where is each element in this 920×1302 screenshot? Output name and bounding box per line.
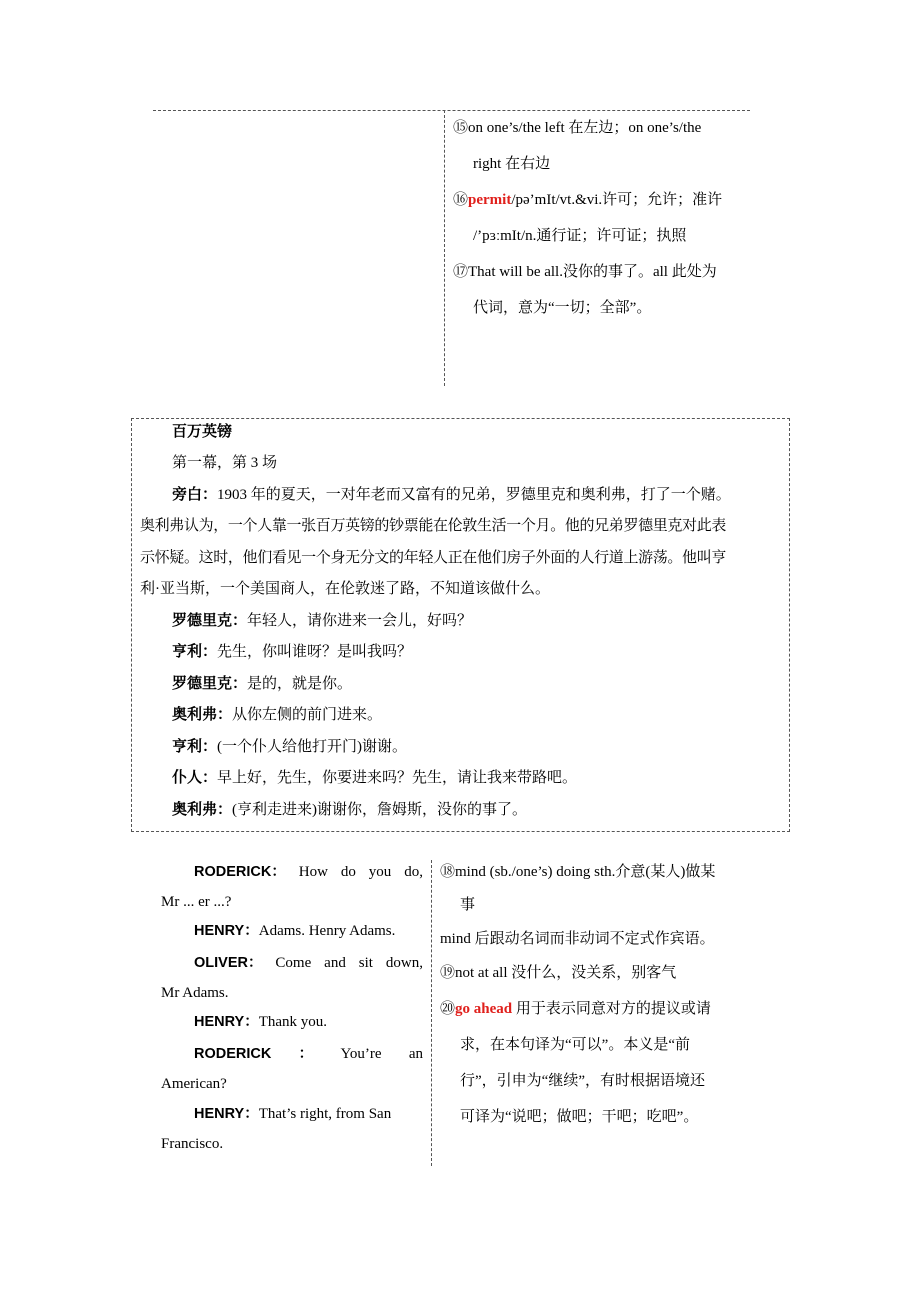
note-20-line3: 行”，引申为“继续”，有时根据语境还 [460, 1073, 705, 1089]
note-17-line2: 代词，意为“一切；全部”。 [473, 300, 652, 316]
dialogue-speaker: 亨利： [172, 739, 218, 755]
word: sit [358, 955, 373, 971]
note-19: ⑲not at all 没什么，没关系，别客气 [440, 965, 677, 981]
translation-box [131, 418, 790, 832]
word: do, [404, 864, 423, 880]
bottom-column-divider [431, 860, 432, 1166]
note-20-line4: 可译为“说吧；做吧；干吧；吃吧”。 [460, 1109, 699, 1125]
note-20-number: ⑳ [440, 1001, 456, 1017]
speaker-oliver: OLIVER： [194, 955, 263, 971]
dialogue-line-6 [172, 768, 577, 788]
dialogue-text: 年轻人，请你进来一会儿，好吗？ [247, 613, 473, 629]
note-20-definition: 用于表示同意对方的提议或请 [512, 1001, 711, 1017]
speaker-henry: HENRY： [194, 923, 259, 939]
henry-line-3-cont: Francisco. [161, 1136, 224, 1152]
note-16-keyword: permit [468, 192, 512, 208]
speaker-colon: ： [298, 1046, 314, 1062]
roderick-line-1 [161, 862, 423, 882]
note-20-line2: 求，在本句译为“可以”。本义是“前 [460, 1037, 690, 1053]
dialogue-text: 早上好，先生，你要进来吗？先生，请让我来带路吧。 [217, 770, 578, 786]
dialogue-text: (亨利走进来)谢谢你，詹姆斯，没你的事了。 [232, 802, 528, 818]
oliver-line-1-cont: Mr Adams. [161, 985, 229, 1001]
note-16-line1 [453, 190, 722, 210]
henry-line-1-text: Adams. Henry Adams. [258, 923, 396, 939]
note-20-line1 [440, 999, 711, 1019]
word: do [340, 864, 356, 880]
henry-line-2 [194, 1012, 327, 1032]
dialogue-speaker: 奥利弗： [172, 802, 233, 818]
top-dashed-rule [153, 110, 750, 111]
henry-line-3 [194, 1104, 391, 1124]
dialogue-line-7 [172, 800, 527, 820]
note-20-keyword: go ahead [455, 1001, 513, 1017]
dialogue-text: 从你左侧的前门进来。 [232, 707, 383, 723]
note-15-line2: right 在右边 [473, 156, 551, 172]
note-16-number: ⑯ [453, 192, 469, 208]
note-17-line1: ⑰That will be all.没你的事了。all 此处为 [453, 264, 717, 280]
dialogue-speaker: 仆人： [172, 770, 218, 786]
top-column-divider [444, 110, 445, 386]
note-18-line1: ⑱mind (sb./one’s) doing sth.介意(某人)做某 [440, 864, 716, 880]
speaker-henry: HENRY： [194, 1106, 259, 1122]
henry-line-3-text: That’s right, from San [258, 1106, 392, 1122]
narration-line2: 奥利弗认为，一个人靠一张百万英镑的钞票能在伦敦生活一个月。他的兄弟罗德里克对此表 [140, 518, 727, 534]
narration-line1 [172, 485, 731, 505]
dialogue-text: (一个仆人给他打开门)谢谢。 [217, 739, 408, 755]
roderick-line-2 [161, 1044, 423, 1064]
narration-line3: 示怀疑。这时，他们看见一个身无分文的年轻人正在他们房子外面的人行道上游荡。他叫亨 [140, 550, 727, 566]
speaker-roderick: RODERICK [194, 1046, 272, 1062]
henry-line-2-text: Thank you. [258, 1014, 328, 1030]
dialogue-speaker: 奥利弗： [172, 707, 233, 723]
dialogue-line-3 [172, 674, 352, 694]
narrator-label: 旁白： [172, 487, 218, 503]
narration-line4: 利·亚当斯，一个美国商人，在伦敦迷了路，不知道该做什么。 [140, 581, 550, 597]
narration-text: 1903 年的夏天，一对年老而又富有的兄弟，罗德里克和奥利弗，打了一个赌。 [217, 487, 731, 503]
dialogue-speaker: 罗德里克： [172, 613, 248, 629]
word: an [408, 1046, 423, 1062]
note-16-definition: /pə’mIt/vt.&vi.许可；允许；准许 [511, 192, 723, 208]
speaker-henry: HENRY： [194, 1014, 259, 1030]
oliver-line-1 [161, 953, 423, 973]
roderick-line-2-cont: American? [161, 1076, 227, 1092]
word: How [298, 864, 328, 880]
dialogue-line-4 [172, 705, 382, 725]
dialogue-speaker: 亨利： [172, 644, 218, 660]
dialogue-text: 先生，你叫谁呀？是叫我吗？ [217, 644, 413, 660]
dialogue-speaker: 罗德里克： [172, 676, 248, 692]
word: and [324, 955, 346, 971]
box-subtitle: 第一幕，第 3 场 [172, 455, 278, 471]
box-title: 百万英镑 [172, 424, 233, 440]
word: You’re [340, 1046, 382, 1062]
dialogue-line-1 [172, 611, 472, 631]
word: Come [275, 955, 312, 971]
henry-line-1 [194, 921, 395, 941]
note-18-line2: 事 [460, 897, 476, 913]
dialogue-line-5 [172, 737, 407, 757]
speaker-roderick: RODERICK： [194, 864, 286, 880]
note-16-line2: /’pɜːmIt/n.通行证；许可证；执照 [473, 228, 687, 244]
roderick-line-1-cont: Mr ... er ...? [161, 894, 232, 910]
note-18-line3: mind 后跟动名词而非动词不定式作宾语。 [440, 931, 715, 947]
note-15-line1: ⑮on one’s/the left 在左边；on one’s/the [453, 120, 702, 136]
word: down, [385, 955, 423, 971]
dialogue-text: 是的，就是你。 [247, 676, 353, 692]
dialogue-line-2 [172, 642, 412, 662]
word: you [368, 864, 392, 880]
